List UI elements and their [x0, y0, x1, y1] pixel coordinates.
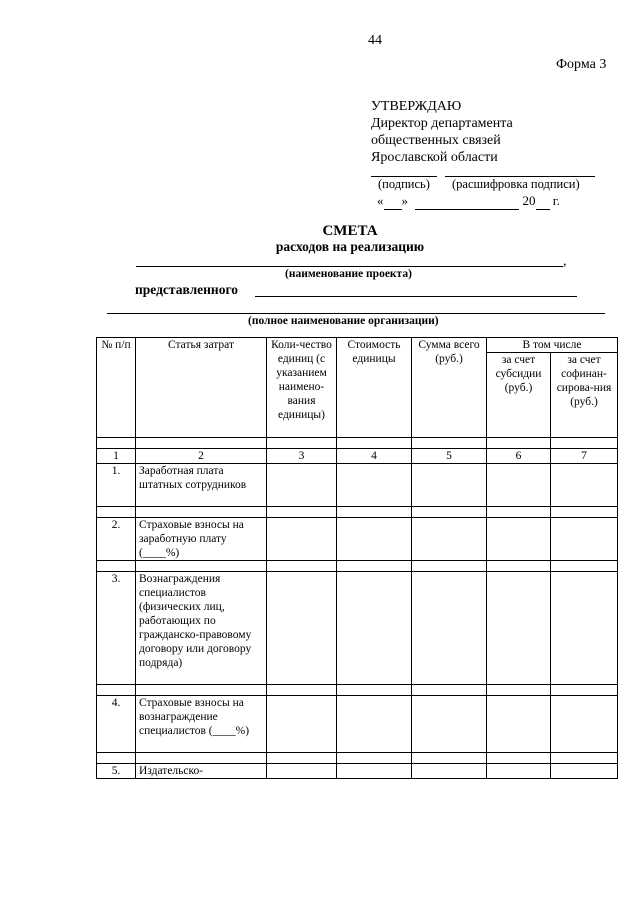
approval-line: Ярославской области	[371, 150, 498, 165]
project-caption: (наименование проекта)	[285, 268, 412, 280]
year-blank	[536, 193, 550, 210]
table-row	[97, 764, 618, 779]
row-article: Вознаграждения специалистов (физических лиц, работающих по гражданско-правовому договору или договору подряда)	[136, 572, 267, 685]
represented-line	[255, 296, 577, 297]
table-row	[97, 518, 618, 561]
table-row	[97, 696, 618, 753]
form-label: Форма 3	[556, 57, 607, 72]
header-num: № п/п	[97, 338, 136, 438]
row-article: Издательско-	[136, 764, 267, 779]
row-num: 4.	[97, 696, 136, 753]
row-article: Страховые взносы на вознаграждение специалистов (____%)	[136, 696, 267, 753]
approval-title: УТВЕРЖДАЮ	[371, 99, 462, 114]
row-num: 5.	[97, 764, 136, 779]
decode-label: (расшифровка подписи)	[452, 177, 580, 191]
header-quantity: Коли-чество единиц (с указанием наимено-вания единицы)	[267, 338, 337, 438]
row-article: Заработная плата штатных сотрудников	[136, 464, 267, 507]
represented-label: представленного	[135, 282, 238, 297]
approval-line: общественных связей	[371, 133, 501, 148]
column-number: 6	[487, 449, 551, 464]
signature-label: (подпись)	[378, 177, 430, 191]
project-name-line	[136, 266, 563, 267]
table-row	[97, 464, 618, 507]
date-open-quote: «	[377, 193, 384, 208]
column-number: 5	[412, 449, 487, 464]
column-number: 4	[337, 449, 412, 464]
header-subsidy: за счет субсидии (руб.)	[487, 353, 551, 438]
row-num: 3.	[97, 572, 136, 685]
header-total: Сумма всего (руб.)	[412, 338, 487, 438]
date-suffix: г.	[552, 193, 560, 208]
approval-block	[371, 98, 513, 166]
date-line	[377, 193, 560, 210]
document-title: СМЕТА	[322, 223, 378, 239]
row-num: 2.	[97, 518, 136, 561]
column-number: 3	[267, 449, 337, 464]
column-number: 1	[97, 449, 136, 464]
date-close-quote: »	[401, 193, 408, 208]
column-number: 2	[136, 449, 267, 464]
table-row	[97, 572, 618, 685]
header-article: Статья затрат	[136, 338, 267, 438]
page-number: 44	[368, 33, 382, 48]
organization-caption: (полное наименование организации)	[248, 315, 439, 327]
header-unit-cost: Стоимость единицы	[337, 338, 412, 438]
header-including: В том числе	[487, 338, 618, 353]
row-article: Страховые взносы на заработную плату (____%)	[136, 518, 267, 561]
day-blank	[384, 193, 402, 210]
row-num: 1.	[97, 464, 136, 507]
document-subtitle: расходов на реализацию	[275, 239, 425, 254]
budget-table	[96, 337, 618, 779]
column-number: 7	[551, 449, 618, 464]
month-blank	[415, 193, 519, 210]
organization-line	[107, 313, 605, 314]
approval-line: Директор департамента	[371, 116, 513, 131]
header-cofinance: за счет софинан-сирова-ния (руб.)	[551, 353, 618, 438]
date-year: 20	[522, 193, 536, 208]
